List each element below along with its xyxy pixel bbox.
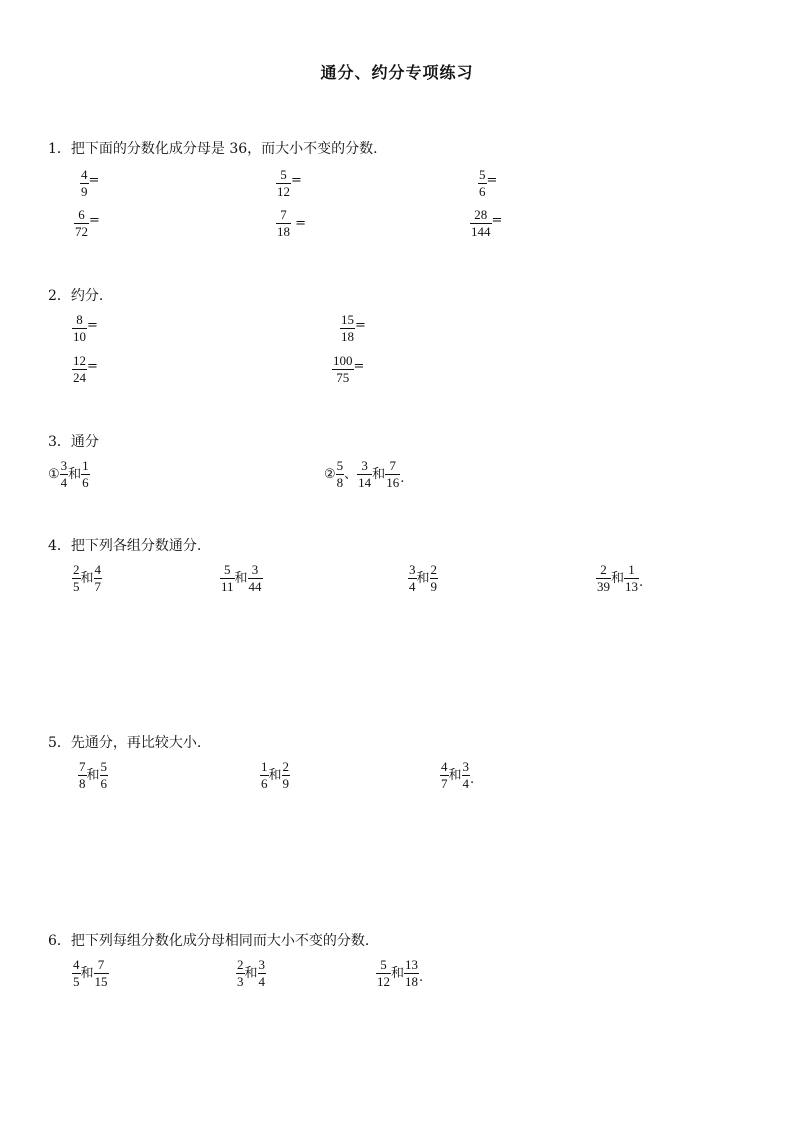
q1-item-6 <box>470 208 502 240</box>
equals-sign: = <box>291 173 302 189</box>
period-text: . <box>639 575 644 591</box>
q6-group-3 <box>376 958 423 990</box>
denominator: 4 <box>409 579 416 595</box>
fraction <box>336 459 345 491</box>
denominator: 18 <box>277 224 290 240</box>
connector-text: 和 <box>244 966 258 982</box>
period-text: . <box>400 471 405 487</box>
connector-text: 和 <box>68 467 82 483</box>
numerator: 2 <box>430 563 439 579</box>
denominator: 7 <box>441 776 448 792</box>
q3-group-2 <box>324 459 404 491</box>
numerator: 5 <box>376 958 391 974</box>
denominator: 144 <box>471 224 491 240</box>
fraction <box>440 760 449 792</box>
denominator: 9 <box>81 184 88 200</box>
question-4-label: 4．把下列各组分数通分. <box>48 538 202 554</box>
q6-group-2 <box>236 958 266 990</box>
equals-sign: = <box>491 213 503 229</box>
numerator: 7 <box>78 760 87 776</box>
connector-text: 和 <box>611 571 625 587</box>
denominator: 12 <box>377 974 390 990</box>
numerator: 3 <box>60 459 69 475</box>
denominator: 10 <box>73 329 86 345</box>
numerator: 3 <box>258 958 267 974</box>
denominator: 6 <box>100 776 108 792</box>
denominator: 6 <box>261 776 268 792</box>
denominator: 4 <box>462 776 470 792</box>
q6-group-1 <box>72 958 109 990</box>
q1-item-1 <box>80 168 99 200</box>
numerator: 5 <box>336 459 345 475</box>
numerator: 2 <box>282 760 291 776</box>
fraction <box>81 459 90 491</box>
fraction <box>236 958 245 990</box>
numerator: 4 <box>440 760 449 776</box>
fraction <box>376 958 391 990</box>
equals-sign: = <box>486 173 498 189</box>
numerator: 12 <box>72 354 87 370</box>
fraction <box>72 958 81 990</box>
denominator: 7 <box>94 579 102 595</box>
fraction <box>408 563 417 595</box>
numerator: 1 <box>81 459 90 475</box>
numerator: 28 <box>470 208 492 224</box>
fraction <box>72 354 87 386</box>
q5-group-2 <box>260 760 290 792</box>
circled-number-one: ① <box>48 467 60 483</box>
fraction <box>220 563 235 595</box>
numerator: 3 <box>462 760 471 776</box>
connector-text: 和 <box>448 768 462 784</box>
denominator: 4 <box>60 475 68 491</box>
fraction <box>404 958 419 990</box>
numerator: 3 <box>408 563 417 579</box>
fraction <box>94 958 109 990</box>
fraction <box>357 459 372 491</box>
numerator: 4 <box>72 958 81 974</box>
denominator: 75 <box>336 370 350 386</box>
numerator: 8 <box>72 313 87 329</box>
question-1-label: 1．把下面的分数化成分母是 36，而大小不变的分数. <box>48 141 378 157</box>
numerator: 2 <box>596 563 611 579</box>
question-3-label: 3．通分 <box>48 434 99 450</box>
denominator: 24 <box>73 370 86 386</box>
denominator: 4 <box>258 974 266 990</box>
numerator: 100 <box>332 354 354 370</box>
q2-item-1 <box>72 313 98 345</box>
numerator: 15 <box>340 313 355 329</box>
denominator: 6 <box>479 184 486 200</box>
q2-item-4 <box>332 354 364 386</box>
fraction <box>462 760 471 792</box>
numerator: 4 <box>80 168 89 184</box>
connector-text: 和 <box>391 966 405 982</box>
numerator: 5 <box>276 168 291 184</box>
denominator: 44 <box>248 579 262 595</box>
denominator: 18 <box>341 329 354 345</box>
denominator: 12 <box>277 184 290 200</box>
denominator: 9 <box>430 579 438 595</box>
numerator: 5 <box>478 168 487 184</box>
fraction <box>94 563 103 595</box>
denominator: 14 <box>358 475 372 491</box>
connector-text: 和 <box>416 571 430 587</box>
fraction <box>80 168 89 200</box>
fraction <box>624 563 639 595</box>
fraction <box>478 168 487 200</box>
numerator: 3 <box>357 459 372 475</box>
denominator: 8 <box>336 475 344 491</box>
denominator: 11 <box>221 579 234 595</box>
fraction <box>282 760 291 792</box>
numerator: 7 <box>385 459 400 475</box>
numerator: 3 <box>248 563 263 579</box>
fraction <box>276 208 291 240</box>
equals-sign: = <box>88 173 100 189</box>
connector-text: 和 <box>80 966 94 982</box>
numerator: 1 <box>624 563 639 579</box>
numerator: 6 <box>74 208 89 224</box>
connector-text: 和 <box>86 768 100 784</box>
equals-sign: = <box>89 213 100 229</box>
denominator: 72 <box>75 224 88 240</box>
question-5-label: 5．先通分，再比较大小. <box>48 735 202 751</box>
fraction <box>72 313 87 345</box>
fraction <box>74 208 89 240</box>
denominator: 3 <box>237 974 244 990</box>
fraction <box>340 313 355 345</box>
fraction <box>276 168 291 200</box>
denominator: 18 <box>405 974 419 990</box>
denominator: 9 <box>282 776 290 792</box>
denominator: 13 <box>625 579 639 595</box>
q4-group-2 <box>220 563 263 595</box>
q2-item-2 <box>340 313 366 345</box>
denominator: 6 <box>82 475 89 491</box>
question-2-label: 2．约分. <box>48 288 104 304</box>
q2-item-3 <box>72 354 98 386</box>
circled-number-two: ② <box>324 467 336 483</box>
connector-text: 和 <box>234 571 248 587</box>
page-title: 通分、约分专项练习 <box>320 63 474 82</box>
fraction <box>248 563 263 595</box>
question-6-label: 6．把下列每组分数化成分母相同而大小不变的分数. <box>48 933 370 949</box>
fraction <box>332 354 354 386</box>
fraction <box>72 563 81 595</box>
connector-text: 和 <box>80 571 94 587</box>
q4-group-4 <box>596 563 643 595</box>
equals-sign: = <box>355 318 366 334</box>
equals-sign: = <box>353 359 365 375</box>
denominator: 5 <box>73 974 80 990</box>
numerator: 7 <box>94 958 109 974</box>
numerator: 2 <box>72 563 81 579</box>
fraction <box>596 563 611 595</box>
period-text: . <box>470 772 475 788</box>
period-text: . <box>419 970 424 986</box>
numerator: 5 <box>100 760 109 776</box>
numerator: 2 <box>236 958 245 974</box>
q1-item-5 <box>276 208 306 240</box>
numerator: 1 <box>260 760 269 776</box>
connector-text: 和 <box>372 467 386 483</box>
equals-sign: = <box>87 318 98 334</box>
separator-text: 、 <box>344 467 358 483</box>
fraction <box>470 208 492 240</box>
denominator: 15 <box>94 974 108 990</box>
fraction <box>60 459 69 491</box>
connector-text: 和 <box>268 768 282 784</box>
fraction <box>385 459 400 491</box>
q3-group-1 <box>48 459 90 491</box>
equals-sign: = <box>87 359 98 375</box>
q1-item-4 <box>74 208 100 240</box>
fraction <box>100 760 109 792</box>
fraction <box>430 563 439 595</box>
numerator: 7 <box>276 208 291 224</box>
q5-group-3 <box>440 760 474 792</box>
q4-group-3 <box>408 563 438 595</box>
fraction <box>260 760 269 792</box>
numerator: 5 <box>220 563 235 579</box>
equals-sign: = <box>295 216 307 232</box>
denominator: 5 <box>73 579 80 595</box>
fraction <box>258 958 267 990</box>
denominator: 39 <box>597 579 610 595</box>
q1-item-2 <box>276 168 302 200</box>
denominator: 16 <box>386 475 400 491</box>
fraction <box>78 760 87 792</box>
q5-group-1 <box>78 760 108 792</box>
numerator: 4 <box>94 563 103 579</box>
q4-group-1 <box>72 563 102 595</box>
q1-item-3 <box>478 168 497 200</box>
denominator: 8 <box>79 776 86 792</box>
numerator: 13 <box>404 958 419 974</box>
